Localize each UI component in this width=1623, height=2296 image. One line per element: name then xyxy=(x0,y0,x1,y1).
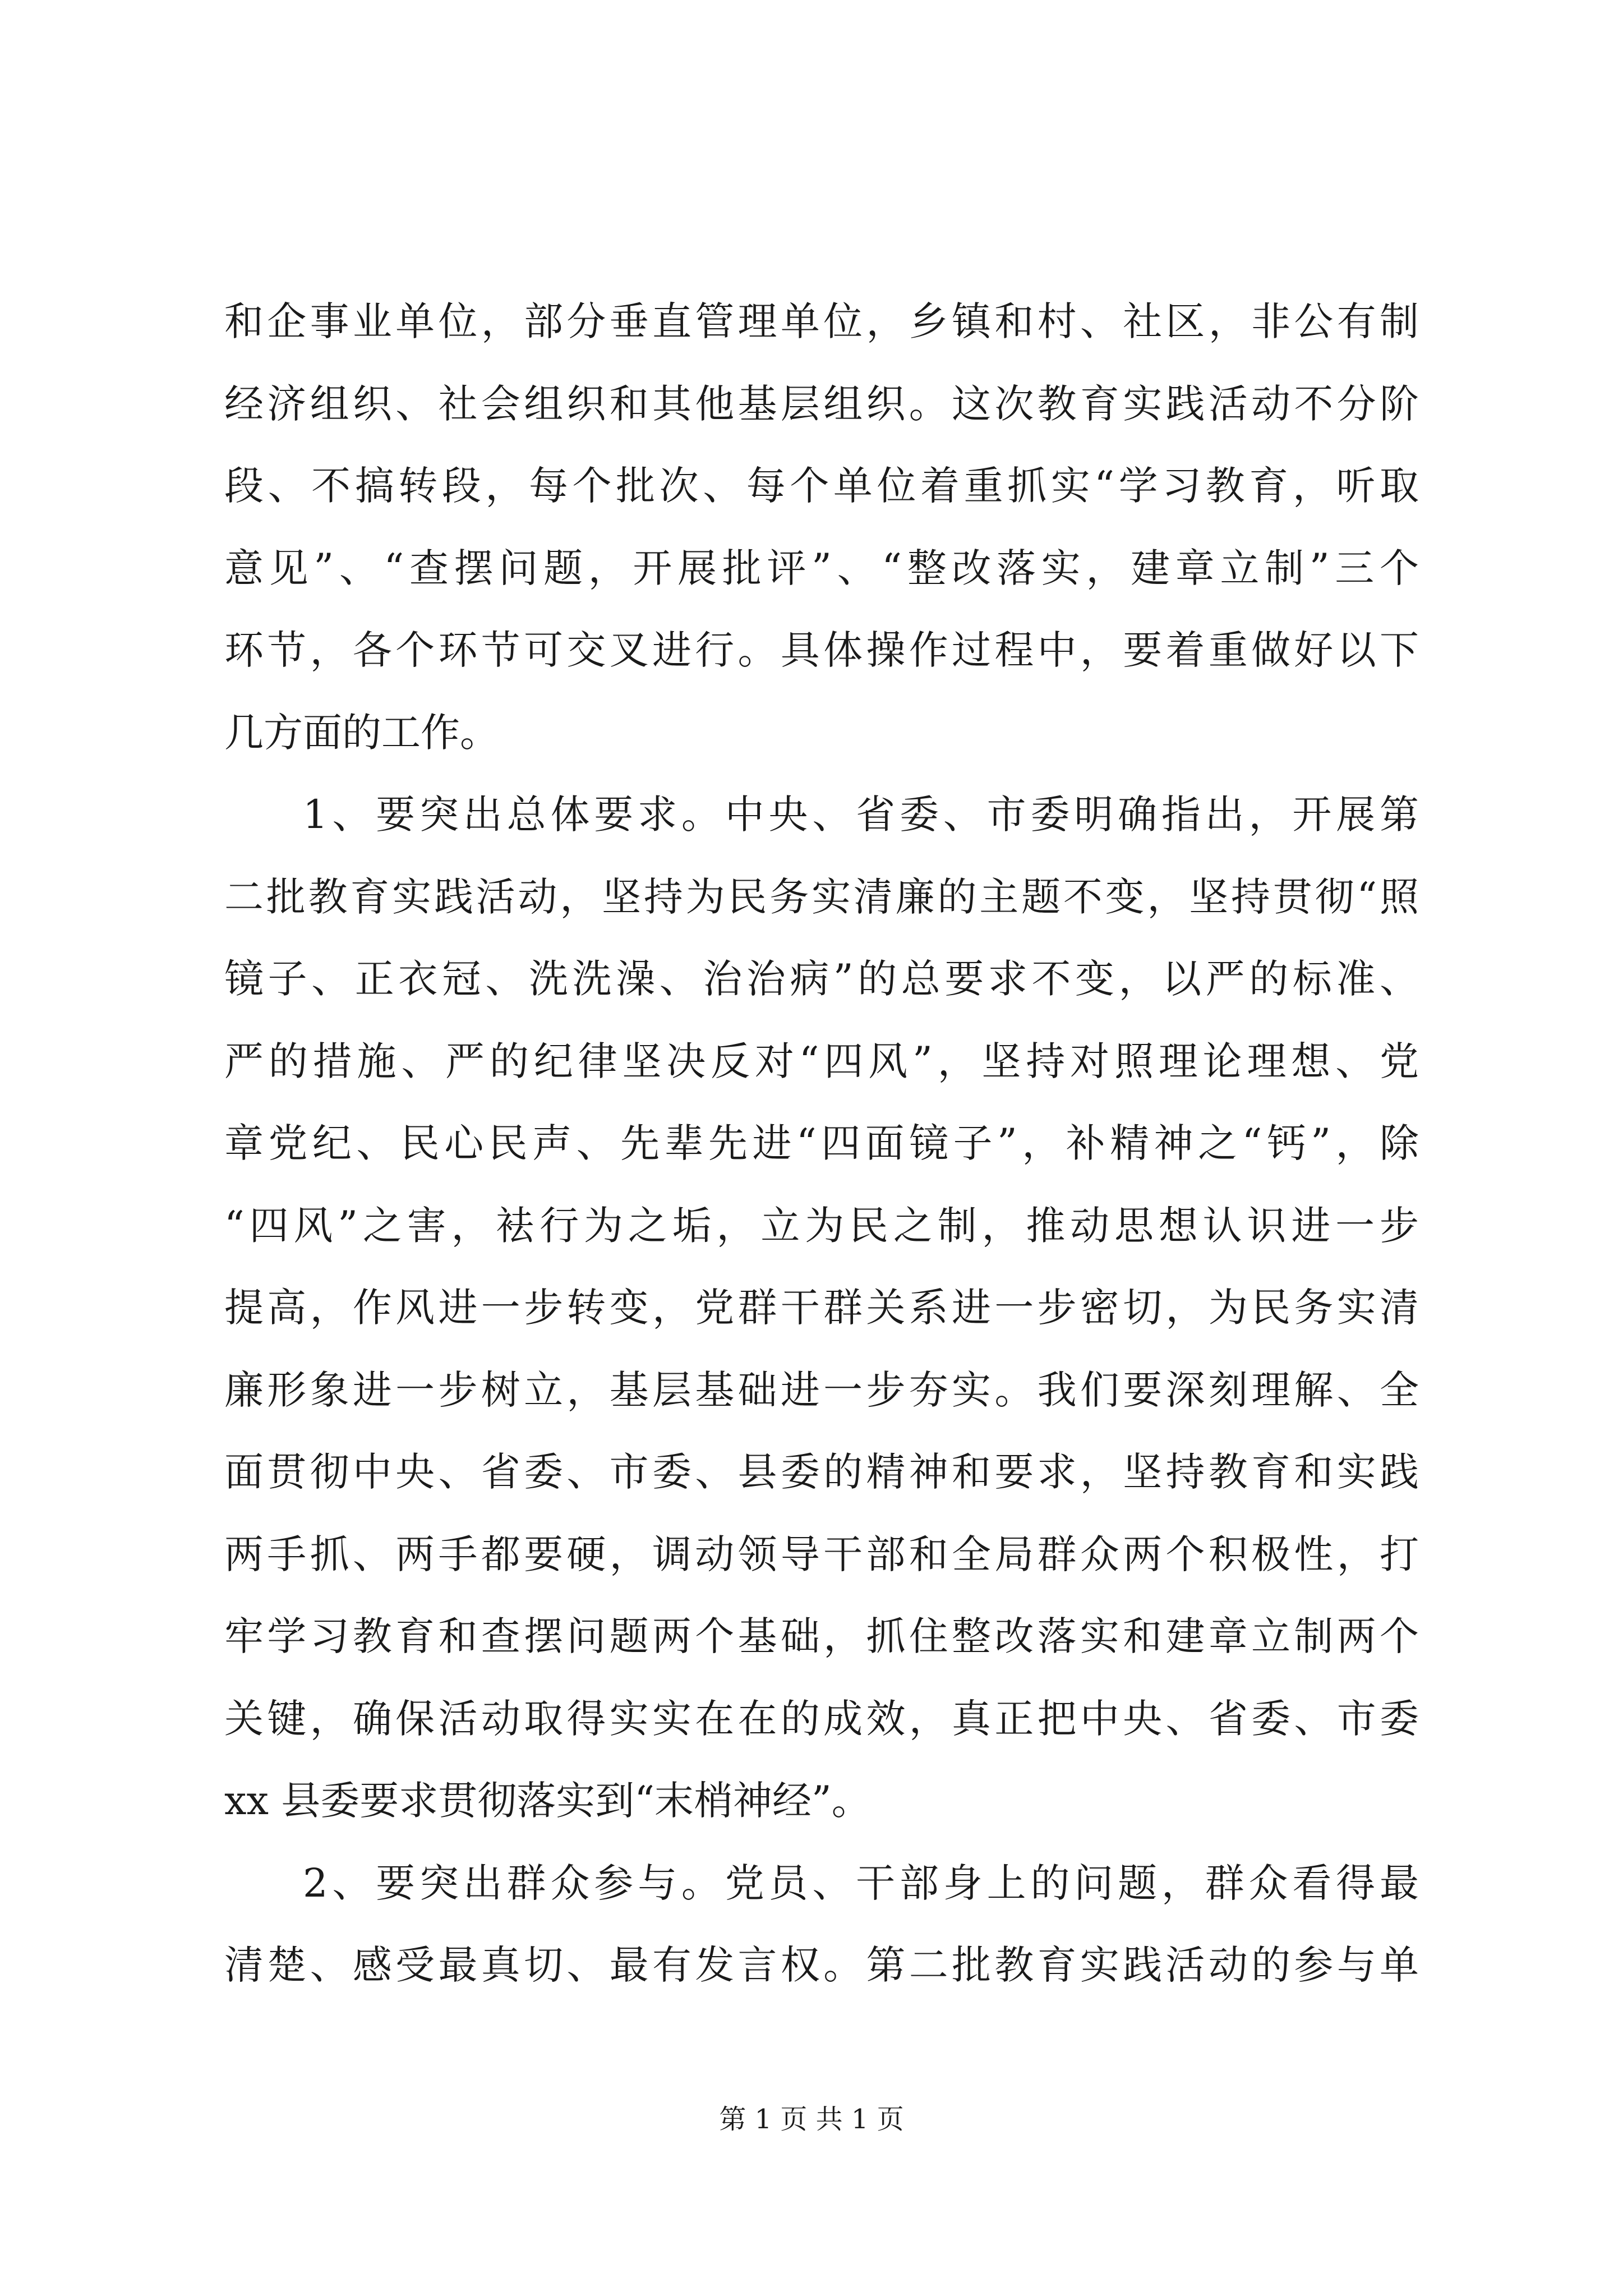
body-text xyxy=(224,280,1419,2007)
text-line: 段、不搞转段，每个批次、每个单位着重抓实“学习教育，听取 xyxy=(224,463,1419,509)
page-footer xyxy=(0,2102,1623,2136)
text-line: 和企事业单位，部分垂直管理单位，乡镇和村、社区，非公有制 xyxy=(224,298,1419,344)
text-line: 经济组织、社会组织和其他基层组织。这次教育实践活动不分阶 xyxy=(224,380,1419,427)
text-line: 2、要突出群众参与。党员、干部身上的问题，群众看得最 xyxy=(303,1860,1419,1906)
page-number-label: 第 1 页 共 1 页 xyxy=(719,2104,904,2135)
text-line: 镜子、正衣冠、洗洗澡、治治病”的总要求不变，以严的标准、 xyxy=(224,956,1419,1002)
text-line: 面贯彻中央、省委、市委、县委的精神和要求，坚持教育和实践 xyxy=(224,1449,1419,1495)
text-line: 章党纪、民心民声、先辈先进“四面镜子”，补精神之“钙”，除 xyxy=(224,1120,1419,1166)
text-line: 关键，确保活动取得实实在在的成效，真正把中央、省委、市委 xyxy=(224,1695,1419,1742)
text-line: 几方面的工作。 xyxy=(224,709,499,756)
text-line: 1、要突出总体要求。中央、省委、市委明确指出，开展第 xyxy=(303,792,1419,838)
text-line: 二批教育实践活动，坚持为民务实清廉的主题不变，坚持贯彻“照 xyxy=(224,873,1419,920)
text-line: 提高，作风进一步转变，党群干群关系进一步密切，为民务实清 xyxy=(224,1285,1419,1331)
text-line: 意见”、“查摆问题，开展批评”、“整改落实，建章立制”三个 xyxy=(224,545,1419,591)
text-line: xx 县委要求贯彻落实到“末梢神经”。 xyxy=(224,1778,871,1824)
text-line: 两手抓、两手都要硬，调动领导干部和全局群众两个积极性，打 xyxy=(224,1531,1419,1577)
text-line: 环节，各个环节可交叉进行。具体操作过程中，要着重做好以下 xyxy=(224,627,1419,673)
text-line: 牢学习教育和查摆问题两个基础，抓住整改落实和建章立制两个 xyxy=(224,1613,1419,1659)
text-line: 廉形象进一步树立，基层基础进一步夯实。我们要深刻理解、全 xyxy=(224,1366,1419,1413)
text-line: 清楚、感受最真切、最有发言权。第二批教育实践活动的参与单 xyxy=(224,1942,1419,1988)
text-line: “四风”之害，袪行为之垢，立为民之制，推动思想认识进一步 xyxy=(224,1202,1419,1249)
text-line: 严的措施、严的纪律坚决反对“四风”，坚持对照理论理想、党 xyxy=(224,1038,1419,1084)
